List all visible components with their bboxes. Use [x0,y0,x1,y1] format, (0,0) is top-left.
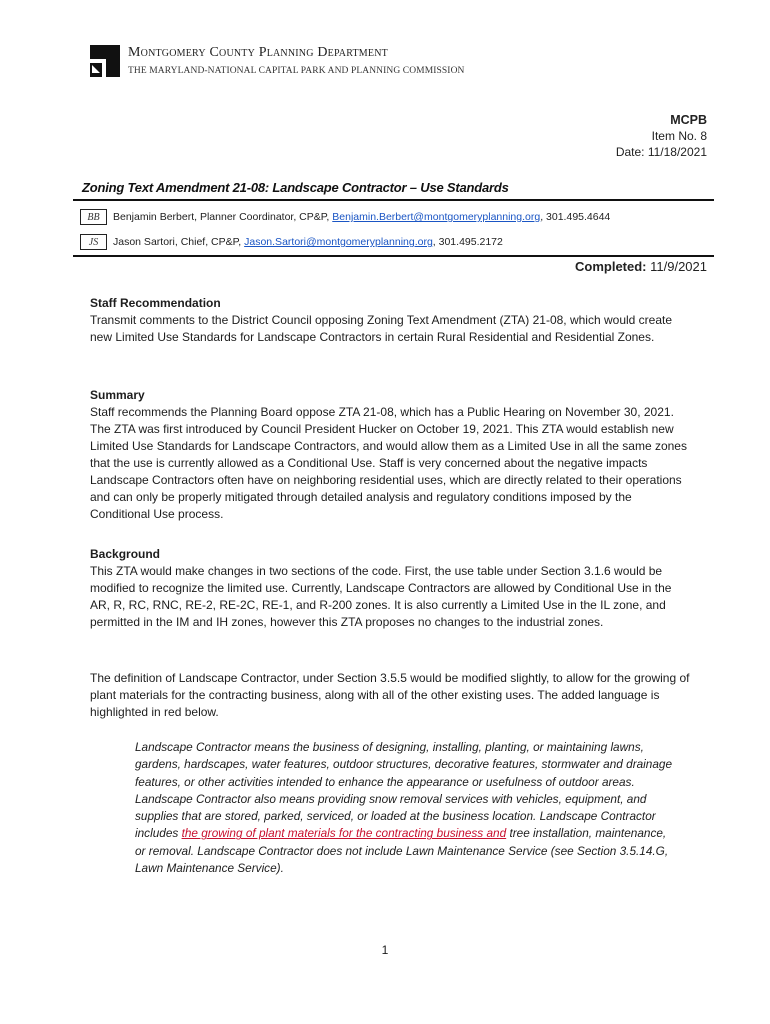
org-name: Montgomery County Planning Department [128,45,388,60]
section-heading: Staff Recommendation [90,296,221,310]
completed-date [575,259,707,274]
org-subtitle: THE MARYLAND-NATIONAL CAPITAL PARK AND PLANNING COMMISSION [128,66,465,76]
staff-name-title: Jason Sartori, Chief, CP&P, [113,236,245,248]
summary-text: Staff recommends the Planning Board oppose ZTA 21-08, which has a Public Hearing on November 30, 2021. The ZTA was first introduced by Council President Hucker on October 19, 2021. This ZTA would establish new Limited Use Standards for Landscape Contractors, and would allow them as a Limited Use in all the same zones that the use is currently allowed as a Conditional Use. Staff is very concerned about the negative impacts Landscape Contractors often have on neighboring residential uses, which are directly related to their operations and can only be properly mitigated through detailed analysis and regulatory conditions imposed by the Conditional Use process. [90,405,687,521]
item-number: Item No. 8 [651,129,707,143]
board-label: MCPB [670,113,707,127]
staff-name-title: Benjamin Berbert, Planner Coordinator, CP&P, [113,211,333,223]
staff-phone: , 301.495.2172 [432,236,503,248]
completed-value: 11/9/2021 [650,259,707,274]
initials-box: BB [80,209,107,225]
completed-label: Completed: [575,259,647,274]
definition-text: The definition of Landscape Contractor, under Section 3.5.5 would be modified slightly, to allow for the growing of plant materials for the contracting business, along with all of the other existing uses. The added language is highlighted in red below. [90,671,690,719]
meeting-date: Date: 11/18/2021 [615,145,707,159]
recommendation-text: Transmit comments to the District Council opposing Zoning Text Amendment (ZTA) 21-08, which would create new Limited Use Standards for Landscape Contractors in certain Rural Residential and Residential Zones. [90,313,673,344]
staff-info [113,236,503,248]
summary-section [90,387,690,523]
quote-text-end: tree installation, maintenance, or removal. Landscape Contractor does not include Lawn Maintenance Service (see Section 3.5.14.G, Lawn Maintenance Service). [135,826,669,876]
section-heading: Summary [90,388,145,402]
quote-text: Landscape Contractor means the business of designing, installing, planting, or maintaining lawns, gardens, hardscapes, water features, outdoor structures, decorative features, stormwater and drainage features, or other activities intended to enhance the appearance or usefulness of outdoor areas. Landscape Contractor also means providing snow removal services with vehicles, equipment, and supplies that are stored, parked, serviced, or loaded at the business location. Landscape Contractor includes [135,740,673,841]
section-heading: Background [90,547,161,561]
meeting-meta [616,112,707,160]
staff-rule [73,255,714,257]
background-section [90,546,690,631]
staff-info [113,211,610,223]
background-text: This ZTA would make changes in two sections of the code. First, the use table under Section 3.1.6 would be modified to recognize the limited use. Currently, Landscape Contractors are allowed by Conditional Use in the AR, R, RC, RNC, RE-2, RE-2C, RE-1, and R-200 zones. It is also currently a Limited Use in the IL zone, and permitted in the IM and IH zones, however this ZTA proposes no changes to the industrial zones. [90,564,672,629]
definition-quote [135,739,675,877]
staff-email-link[interactable]: Jason.Sartori@montgomeryplanning.org [244,236,433,248]
staff-phone: , 301.495.4644 [540,211,611,223]
initials-box: JS [80,234,107,250]
definition-section [90,670,690,721]
document-title: Zoning Text Amendment 21-08: Landscape Contractor – Use Standards [82,180,509,195]
staff-email-link[interactable]: Benjamin.Berbert@montgomeryplanning.org [332,211,541,223]
recommendation-section [90,295,690,346]
title-rule [73,199,714,201]
staff-row-berbert [80,208,610,226]
staff-row-sartori [80,233,503,251]
page-number: 1 [381,943,389,957]
mcpd-logo [90,45,120,77]
added-language: the growing of plant materials for the contracting business and [181,826,507,841]
